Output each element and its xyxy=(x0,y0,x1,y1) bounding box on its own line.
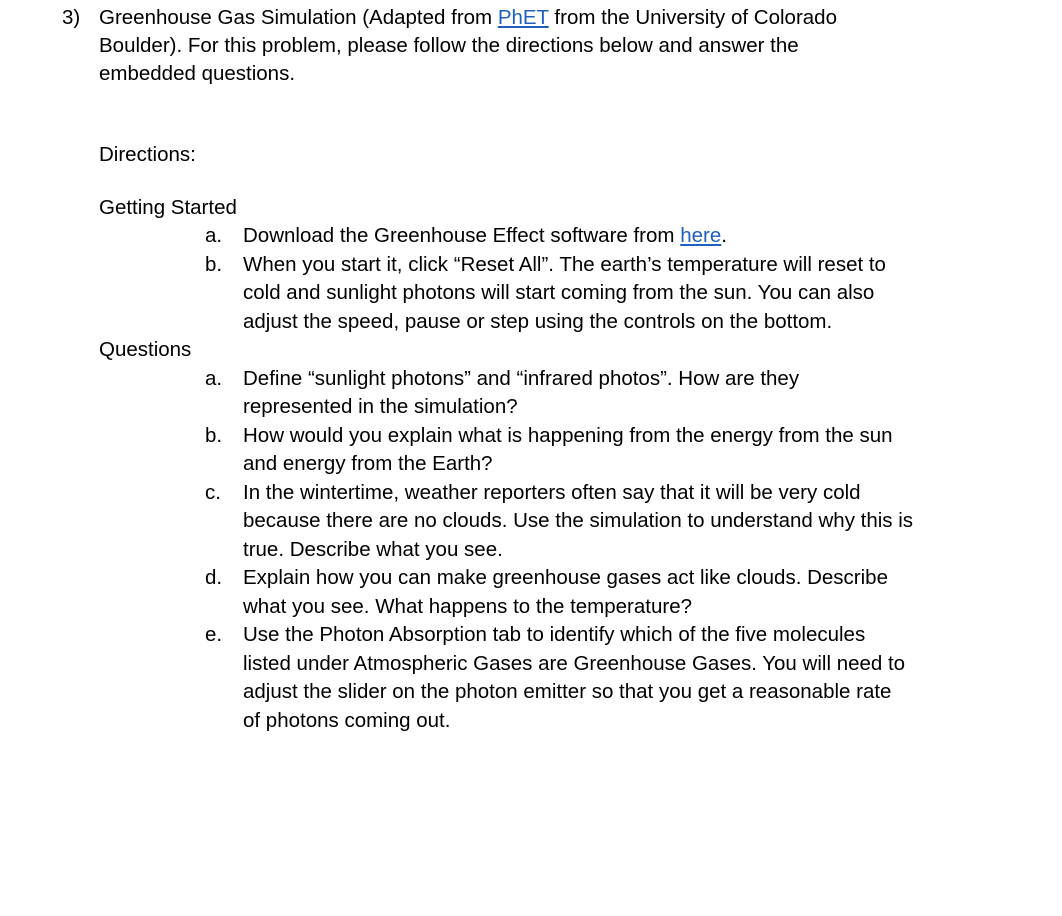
list-marker: e. xyxy=(205,623,223,646)
list-item-text: of photons coming out. xyxy=(243,709,451,732)
list-item-text: Define “sunlight photons” and “infrared photos”. How are they xyxy=(243,367,800,390)
list-marker: b. xyxy=(205,253,223,276)
question-number: 3) xyxy=(62,6,81,29)
list-item-text: cold and sunlight photons will start coming from the sun. You can also xyxy=(243,281,875,304)
list-item-text: listed under Atmospheric Gases are Greenhouse Gases. You will need to xyxy=(243,652,906,675)
list-item-text: When you start it, click “Reset All”. The earth’s temperature will reset to xyxy=(243,253,886,276)
item-text-after-link: . xyxy=(721,224,727,247)
item-text-before-link: Download the Greenhouse Effect software from xyxy=(243,224,681,247)
getting-started-heading: Getting Started xyxy=(99,196,237,219)
list-marker: a. xyxy=(205,224,223,247)
title-text-after-link: from the University of Colorado xyxy=(548,6,837,29)
questions-heading: Questions xyxy=(99,338,192,361)
list-item-text: true. Describe what you see. xyxy=(243,538,503,561)
list-item-text: Explain how you can make greenhouse gases act like clouds. Describe xyxy=(243,566,888,589)
list-item-text: because there are no clouds. Use the simulation to understand why this is xyxy=(243,509,914,532)
list-marker: a. xyxy=(205,367,223,390)
list-item-text: How would you explain what is happening from the energy from the sun xyxy=(243,424,893,447)
list-marker: c. xyxy=(205,481,221,504)
list-item-text: Use the Photon Absorption tab to identify which of the five molecules xyxy=(243,623,866,646)
list-item-text: represented in the simulation? xyxy=(243,395,518,418)
phet-link[interactable]: PhET xyxy=(497,6,549,29)
list-item-text: what you see. What happens to the temperature? xyxy=(243,595,692,618)
list-item-text: In the wintertime, weather reporters often say that it will be very cold xyxy=(243,481,861,504)
question-title-line-3: embedded questions. xyxy=(99,62,296,85)
list-item-text: and energy from the Earth? xyxy=(243,452,493,475)
here-link[interactable]: here xyxy=(680,224,722,247)
list-item-text xyxy=(243,222,727,250)
list-marker: b. xyxy=(205,424,223,447)
title-text-before-link: Greenhouse Gas Simulation (Adapted from xyxy=(99,6,498,29)
list-marker: d. xyxy=(205,566,223,589)
question-title-line-1 xyxy=(99,4,837,32)
list-item-text: adjust the slider on the photon emitter so that you get a reasonable rate xyxy=(243,680,892,703)
directions-label: Directions: xyxy=(99,143,196,166)
list-item-text: adjust the speed, pause or step using the controls on the bottom. xyxy=(243,310,833,333)
question-title-line-2: Boulder). For this problem, please follow the directions below and answer the xyxy=(99,34,799,57)
